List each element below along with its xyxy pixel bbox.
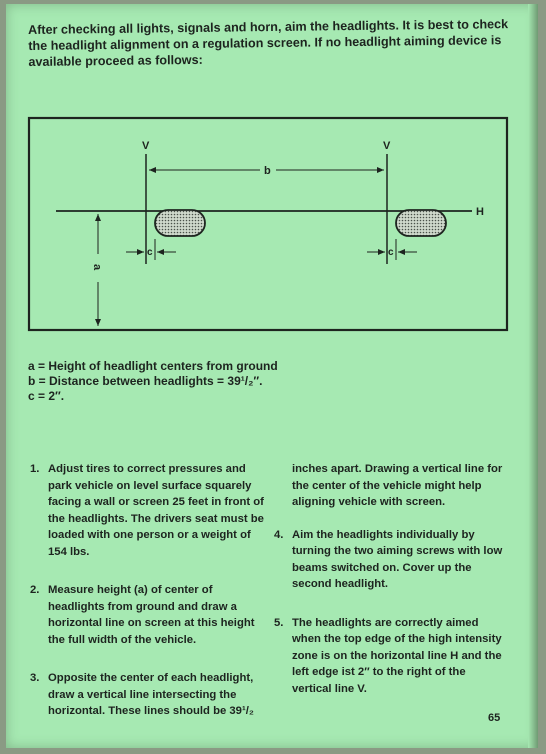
step-1-number: 1.	[30, 463, 40, 475]
step-3	[30, 670, 268, 720]
intro-paragraph: After checking all lights, signals and horn, aim the headlights. It is best to check the headlight alignment on a regulation screen. If no headlight aiming device is available proceed as follows:	[28, 17, 509, 69]
label-c-left: c	[147, 247, 153, 258]
diagram-legend	[28, 359, 278, 404]
step-3-continued: inches apart. Drawing a vertical line for the center of the vehicle might help aligning vehicle with screen.	[292, 463, 503, 508]
label-h: H	[476, 206, 484, 218]
step-2	[30, 582, 268, 648]
legend-a: a = Height of headlight centers from ground	[28, 359, 278, 373]
step-4-number: 4.	[274, 528, 284, 541]
step-5	[274, 615, 506, 698]
step-4-text: Aim the headlights individually by turning the two aiming screws with low beams switched on. Cover up the second headlight.	[292, 528, 503, 590]
legend-b: b = Distance between headlights = 39¹/₂″.	[28, 374, 263, 388]
label-v-left: V	[142, 140, 150, 152]
headlight-zone-right	[396, 210, 446, 236]
label-v-right: V	[383, 140, 391, 152]
step-5-text: The headlights are correctly aimed when the top edge of the high intensity zone is on the horizontal line H and the left edge ist 2″ to the right of the vertical line V.	[292, 616, 502, 695]
label-a: a	[91, 264, 103, 271]
label-b: b	[264, 165, 271, 177]
page-spine-shadow	[528, 4, 538, 748]
steps-column-right	[274, 461, 506, 697]
headlight-aiming-diagram	[26, 114, 512, 339]
step-1-text: Adjust tires to correct pressures and park vehicle on level surface squarely facing a wall or screen 25 feet in front of the headlights. The drivers seat must be loaded with one person or a weight of 154 lbs.	[48, 463, 264, 558]
step-2-number: 2.	[30, 584, 40, 596]
step-3-text: Opposite the center of each headlight, draw a vertical line intersecting the horizontal. These lines should be 39¹/₂	[48, 672, 254, 717]
step-3-number: 3.	[30, 672, 40, 684]
headlight-zone-left	[155, 210, 205, 236]
step-2-text: Measure height (a) of center of headlights from ground and draw a horizontal line on screen at this height the full width of the vehicle.	[48, 584, 255, 646]
steps-column-left	[30, 461, 268, 720]
label-c-right: c	[388, 247, 394, 258]
step-4	[274, 527, 506, 593]
manual-page	[6, 4, 538, 748]
legend-c: c = 2″.	[28, 389, 65, 403]
step-1	[30, 461, 268, 560]
page-number: 65	[488, 712, 501, 724]
step-5-number: 5.	[274, 616, 284, 629]
